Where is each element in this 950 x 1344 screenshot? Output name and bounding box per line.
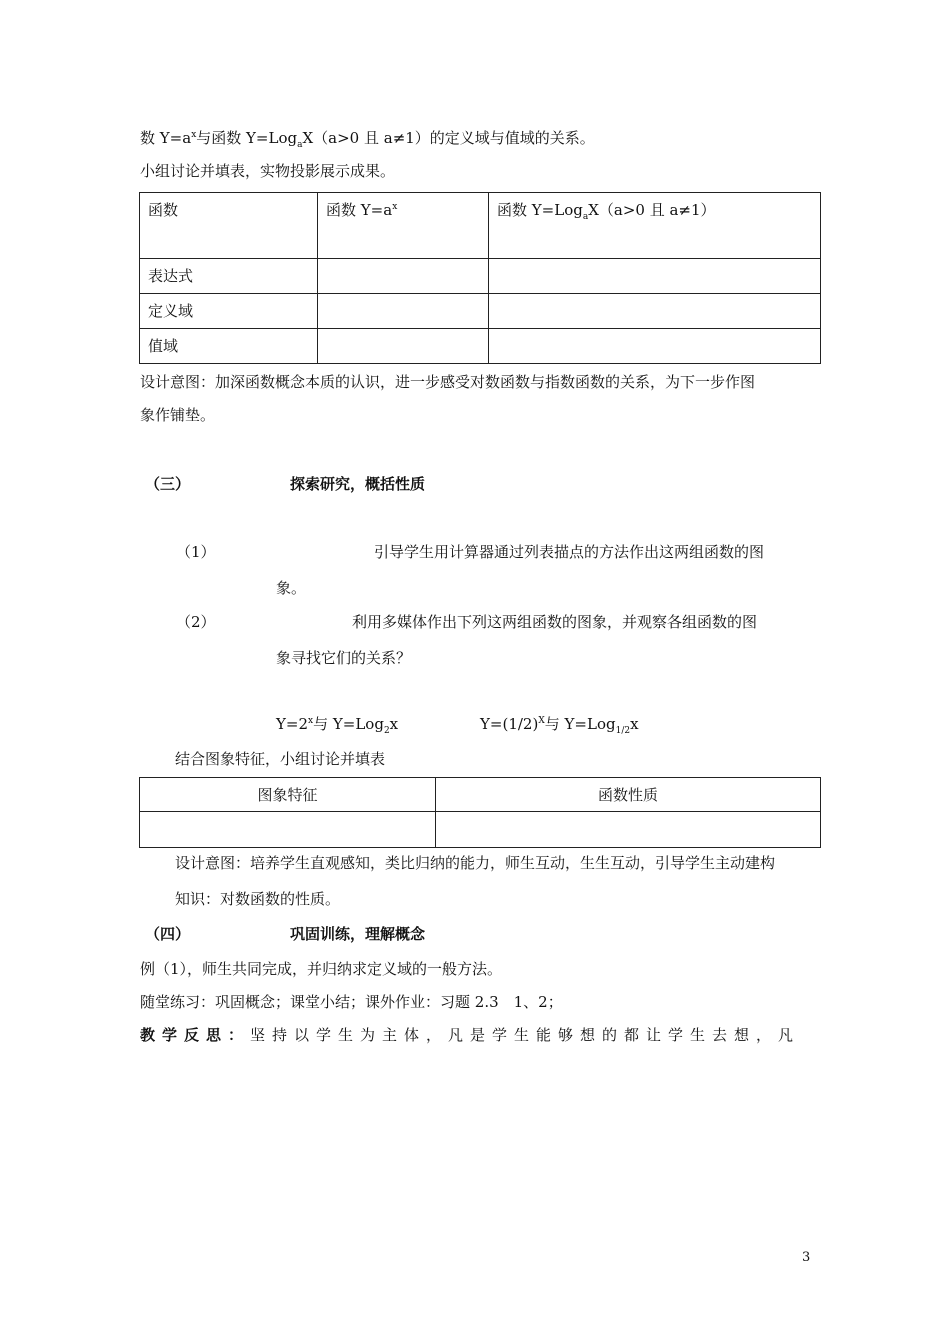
header-log-sub: a [582,212,589,222]
header-log-text: 函数 Y=Log [497,201,583,219]
formula-2-base: Y=(1/2) [480,715,539,733]
design-intent-1-line-1: 设计意图：加深函数概念本质的认识，进一步感受对数函数与指数函数的关系，为下一步作图 [140,373,756,391]
table-header-row [140,778,821,812]
row-label-expression: 表达式 [140,259,318,294]
empty-cell [489,294,821,329]
formula-pair-2 [480,713,639,736]
row-label-range: 值域 [140,329,318,364]
example-text: 例（1），师生共同完成，并归纳求定义域的一般方法。 [140,960,503,978]
item-2-number: （2） [176,613,216,631]
item-2-continuation: 象寻找它们的关系？ [276,649,412,667]
formula-1-base: Y=2 [276,715,309,733]
section-4-title: 巩固训练，理解概念 [290,925,426,943]
design-intent-2-line-1: 设计意图：培养学生直观感知，类比归纳的能力，师生互动，生生互动，引导学生主动建构 [175,854,776,872]
empty-cell [489,259,821,294]
practice-text: 随堂练习：巩固概念；课堂小结；课外作业：习题 2.3 1、2； [140,993,563,1011]
header-function-properties: 函数性质 [436,778,821,812]
design-intent-1-line-2: 象作铺垫。 [140,406,216,424]
item-2-text: 利用多媒体作出下列这两组函数的图象，并观察各组函数的图 [352,613,758,631]
empty-cell [318,294,489,329]
intro-sup: x [191,130,197,140]
intro-text-a: 数 Y=a [140,129,192,147]
function-comparison-table [139,192,821,364]
empty-cell [318,329,489,364]
item-1-number: （1） [176,543,216,561]
formula-1-sup: x [308,716,314,726]
header-logarithmic [489,193,821,259]
intro-sub: a [297,140,303,150]
header-log-suffix: X（a>0 且 a≠1） [588,201,716,219]
header-function: 函数 [140,193,318,259]
empty-cell [436,812,821,848]
intro-text-b: 与函数 Y=Log [196,129,298,147]
header-exp-sup: x [392,202,398,212]
feature-property-table [139,777,821,848]
section-3-title: 探索研究，概括性质 [290,475,426,493]
header-exponential [318,193,489,259]
row-label-domain: 定义域 [140,294,318,329]
combine-instruction: 结合图象特征，小组讨论并填表 [175,750,386,768]
table-header-row [140,193,821,259]
reflection-label: 教学反思： [140,1026,251,1044]
teaching-reflection [140,1024,800,1045]
formula-pair-1 [276,713,398,736]
formula-1-suffix: x [389,715,399,733]
formula-2-mid: 与 Y=Log [544,715,616,733]
formula-2-sub: 1/2 [615,726,631,736]
intro-text-c: X（a>0 且 a≠1）的定义域与值域的关系。 [302,129,595,147]
table-row [140,294,821,329]
empty-cell [140,812,436,848]
reflection-text: 坚持以学生为主体，凡是学生能够想的都让学生去想，凡 [250,1026,801,1044]
page-number: 3 [802,1250,811,1265]
formula-1-mid: 与 Y=Log [313,715,384,733]
header-exp-text: 函数 Y=a [326,201,393,219]
table-row [140,259,821,294]
formula-2-sup: X [538,716,545,726]
section-4-number: （四） [145,925,191,943]
intro-line-1 [140,127,595,150]
item-1-continuation: 象。 [276,579,307,597]
item-1-text: 引导学生用计算器通过列表描点的方法作出这两组函数的图 [374,543,765,561]
section-3-number: （三） [145,475,191,493]
design-intent-2-line-2: 知识：对数函数的性质。 [175,890,341,908]
empty-cell [318,259,489,294]
table-row [140,812,821,848]
empty-cell [489,329,821,364]
table-row [140,329,821,364]
header-graph-features: 图象特征 [140,778,436,812]
formula-2-suffix: x [630,715,639,733]
intro-line-2: 小组讨论并填表，实物投影展示成果。 [140,162,396,180]
formula-1-sub: 2 [383,726,390,736]
